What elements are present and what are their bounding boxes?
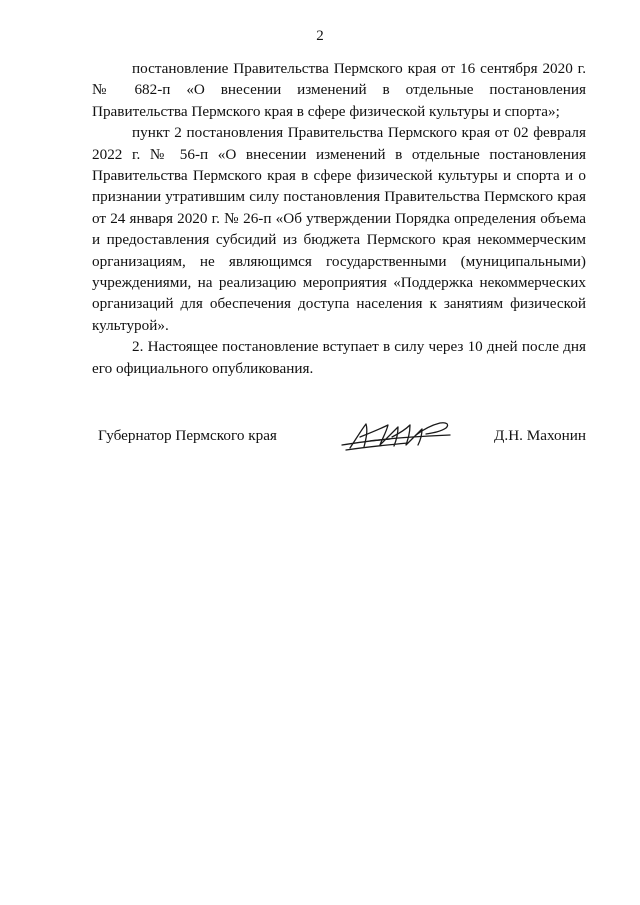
document-body	[92, 58, 586, 379]
paragraph-decree-56: пункт 2 постановления Правительства Пермского края от 02 февраля 2022 г. № 56-п «О внесении изменений в отдельные постановления Правительства Пермского края в сфере физической культуры и спорта и о признании утратившим силу постановления Правительства Пермского края от 24 января 2020 г. № 26-п «Об утверждении Порядка определения объема и предоставления субсидий из бюджета Пермского края некоммерческим организациям, не являющимся государственными (муниципальными) учреждениями, на реализацию мероприятия «Поддержка некоммерческих организаций для обеспечения доступа населения к занятиям физической культурой».	[92, 124, 586, 334]
signatory-name: Д.Н. Махонин	[494, 427, 586, 444]
signatory-title: Губернатор Пермского края	[98, 427, 277, 444]
paragraph-entry-into-force: 2. Настоящее постановление вступает в силу через 10 дней после дня его официального опубликования.	[92, 338, 586, 377]
signature-block	[92, 425, 586, 455]
handwritten-signature-icon	[336, 415, 456, 455]
page-number: 2	[316, 28, 324, 44]
paragraph-decree-682: постановление Правительства Пермского края от 16 сентября 2020 г. № 682-п «О внесении изменений в отдельные постановления Правительства Пермского края в сфере физической культуры и спорта»;	[92, 60, 586, 120]
